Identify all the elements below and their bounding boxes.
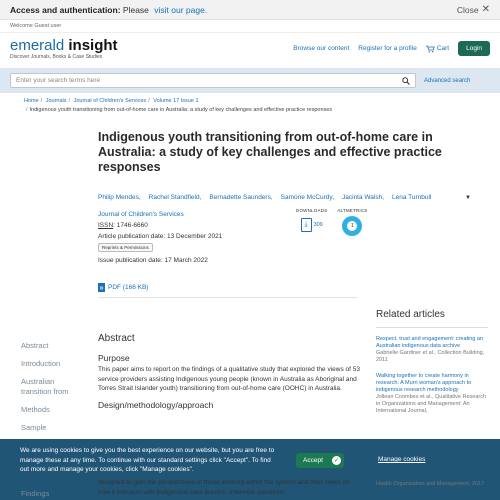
access-message (10, 5, 207, 15)
related-item-title[interactable]: Walking together to create harmony in research: A Murri woman's approach to indigenous research methodology (376, 373, 472, 393)
breadcrumb: Home / Journals / Journal of Children's Services / Volume 17 Issue 1 / Indigenous youth transitioning from out-of-home care in Australia: a study of key challenges and effective practice responses (24, 98, 333, 113)
article-metrics (296, 208, 367, 236)
author-link[interactable]: Jacinta Walsh, (342, 194, 385, 201)
related-heading: Related articles (376, 309, 488, 328)
access-banner (0, 0, 500, 20)
logo-tagline: Discover Journals, Books & Case Studies (10, 53, 103, 60)
design-heading: Design/methodology/approach (98, 399, 214, 410)
abstract-continued-text: designed to gain the perspectives of those working within the system and their views on how it interacts with Indigenous care leavers. Interview questions (98, 479, 350, 496)
advanced-search-link[interactable]: Advanced search (424, 77, 471, 84)
accept-label: Accept (303, 457, 323, 464)
browse-content-link[interactable]: Browse our content (293, 45, 350, 52)
logo-insight: insight (68, 36, 118, 54)
pdf-label: PDF (166 KB) (108, 284, 149, 291)
cart-link[interactable] (426, 45, 449, 53)
breadcrumb-volume[interactable]: Volume 17 Issue 1 (153, 98, 199, 104)
section-nav-sample[interactable]: Sample (21, 423, 47, 432)
breadcrumb-journal[interactable]: Journal of Children's Services (73, 98, 147, 104)
search-icon[interactable] (402, 77, 410, 85)
issn (98, 220, 222, 231)
reprints-permissions-button[interactable]: Reprints & Permissions (98, 243, 153, 252)
access-text: Please (122, 4, 149, 15)
author-link[interactable]: Samone McCurdy, (280, 194, 334, 201)
section-nav-abstract[interactable]: Abstract (21, 341, 49, 350)
manage-cookies-link[interactable]: Manage cookies (378, 456, 426, 463)
check-icon: ✓ (333, 458, 340, 464)
breadcrumb-current: Indigenous youth transitioning from out-of-home care in Australia: a study of key challenges and effective practice responses (29, 107, 333, 113)
breadcrumb-home[interactable]: Home (24, 98, 39, 104)
issn-value: : 1746-6660 (113, 222, 148, 229)
pdf-icon: ▤ (99, 285, 104, 290)
section-nav-methods[interactable]: Methods (21, 405, 50, 414)
section-nav-findings[interactable]: Findings (21, 489, 50, 498)
altmetrics-metric (337, 208, 367, 236)
login-button[interactable]: Login (458, 41, 490, 56)
register-link[interactable]: Register for a profile (358, 45, 417, 52)
section-divider (98, 297, 358, 298)
related-item (376, 336, 488, 364)
downloads-metric (296, 208, 327, 236)
issue-date: Issue publication date: 17 March 2022 (98, 257, 208, 264)
purpose-heading: Purpose (98, 353, 130, 363)
site-header (0, 33, 500, 64)
access-title: Access and authentication: (10, 4, 121, 15)
publication-date: Article publication date: 13 December 2021 (98, 233, 223, 240)
authors-expand-icon[interactable]: ▼ (465, 195, 471, 201)
breadcrumb-journals[interactable]: Journals (45, 98, 67, 104)
journal-link[interactable]: Journal of Children's Services (98, 211, 184, 218)
header-nav (293, 41, 490, 56)
pdf-download-link[interactable] (98, 283, 148, 292)
section-nav-australian-transition[interactable]: Australian transition from (21, 377, 69, 396)
altmetric-donut-icon[interactable] (342, 216, 362, 236)
author-link[interactable]: Rachel Standfield, (148, 194, 202, 201)
downloads-label: DOWNLOADS (296, 208, 328, 213)
author-link[interactable]: Lena Turnbull (392, 194, 432, 201)
section-nav-introduction[interactable]: Introduction (21, 359, 61, 368)
related-item-authors: Jollean Coombes et al., Qualitative Research in Organizations and Management: An International Journal, (376, 394, 487, 414)
search-input[interactable] (10, 73, 416, 88)
cart-icon (426, 45, 435, 53)
guest-greeting: Welcome Guest user (0, 20, 500, 33)
author-link[interactable]: Bernadette Saunders, (209, 194, 273, 201)
author-list (98, 194, 431, 201)
download-icon: ⤓ (301, 218, 312, 232)
close-label: Close (456, 4, 479, 15)
article-title: Indigenous youth transitioning from out-of-home care in Australia: a study of key challenges and effective practice responses (98, 130, 442, 174)
issn-label: ISSN (98, 222, 114, 229)
abstract-heading: Abstract (98, 333, 135, 344)
article-meta (98, 209, 222, 266)
cookie-message: We are using cookies to give you the best experience on our website, but you are free to manage these at any time. To continue with our standard settings click "Accept". To find out more and manage your cookies, click "Manage cookies". (20, 447, 275, 473)
purpose-text: This paper aims to report on the findings of a qualitative study that explored the views of 53 service providers assisting Indigenous young people (known in Australia as Aboriginal and Torres Strait Islander youth) transitioning from out-of-home care (OOHC) in Australia. (98, 366, 360, 392)
section-nav (21, 341, 81, 441)
logo-emerald: emerald (10, 36, 65, 54)
related-item-authors-continued: Health Organization and Management, 2017 (376, 481, 485, 487)
altmetric-score: 1 (347, 221, 357, 231)
related-item (376, 373, 488, 415)
visit-page-link[interactable]: visit our page. (154, 4, 208, 15)
downloads-count: 309 (313, 222, 323, 228)
close-icon: ✕ (481, 4, 490, 15)
downloads-button[interactable] (301, 218, 323, 232)
close-access-button[interactable] (457, 4, 490, 15)
accept-cookies-button[interactable] (296, 453, 344, 468)
author-link[interactable]: Philip Mendes, (98, 194, 141, 201)
search-band (0, 68, 500, 93)
abstract-section (98, 333, 360, 412)
related-articles (376, 309, 488, 424)
search-placeholder: Enter your search terms here (16, 77, 101, 84)
related-item-authors: Gabrielle Gardiner et al., Collection Building, 2011 (376, 350, 485, 363)
altmetrics-label: ALTMETRICS (337, 208, 368, 213)
related-item-title[interactable]: Respect, trust and engagement: creating an Australian indigenous data archive (376, 336, 484, 349)
cart-label: Cart (436, 45, 450, 52)
emerald-insight-logo[interactable] (10, 38, 118, 60)
